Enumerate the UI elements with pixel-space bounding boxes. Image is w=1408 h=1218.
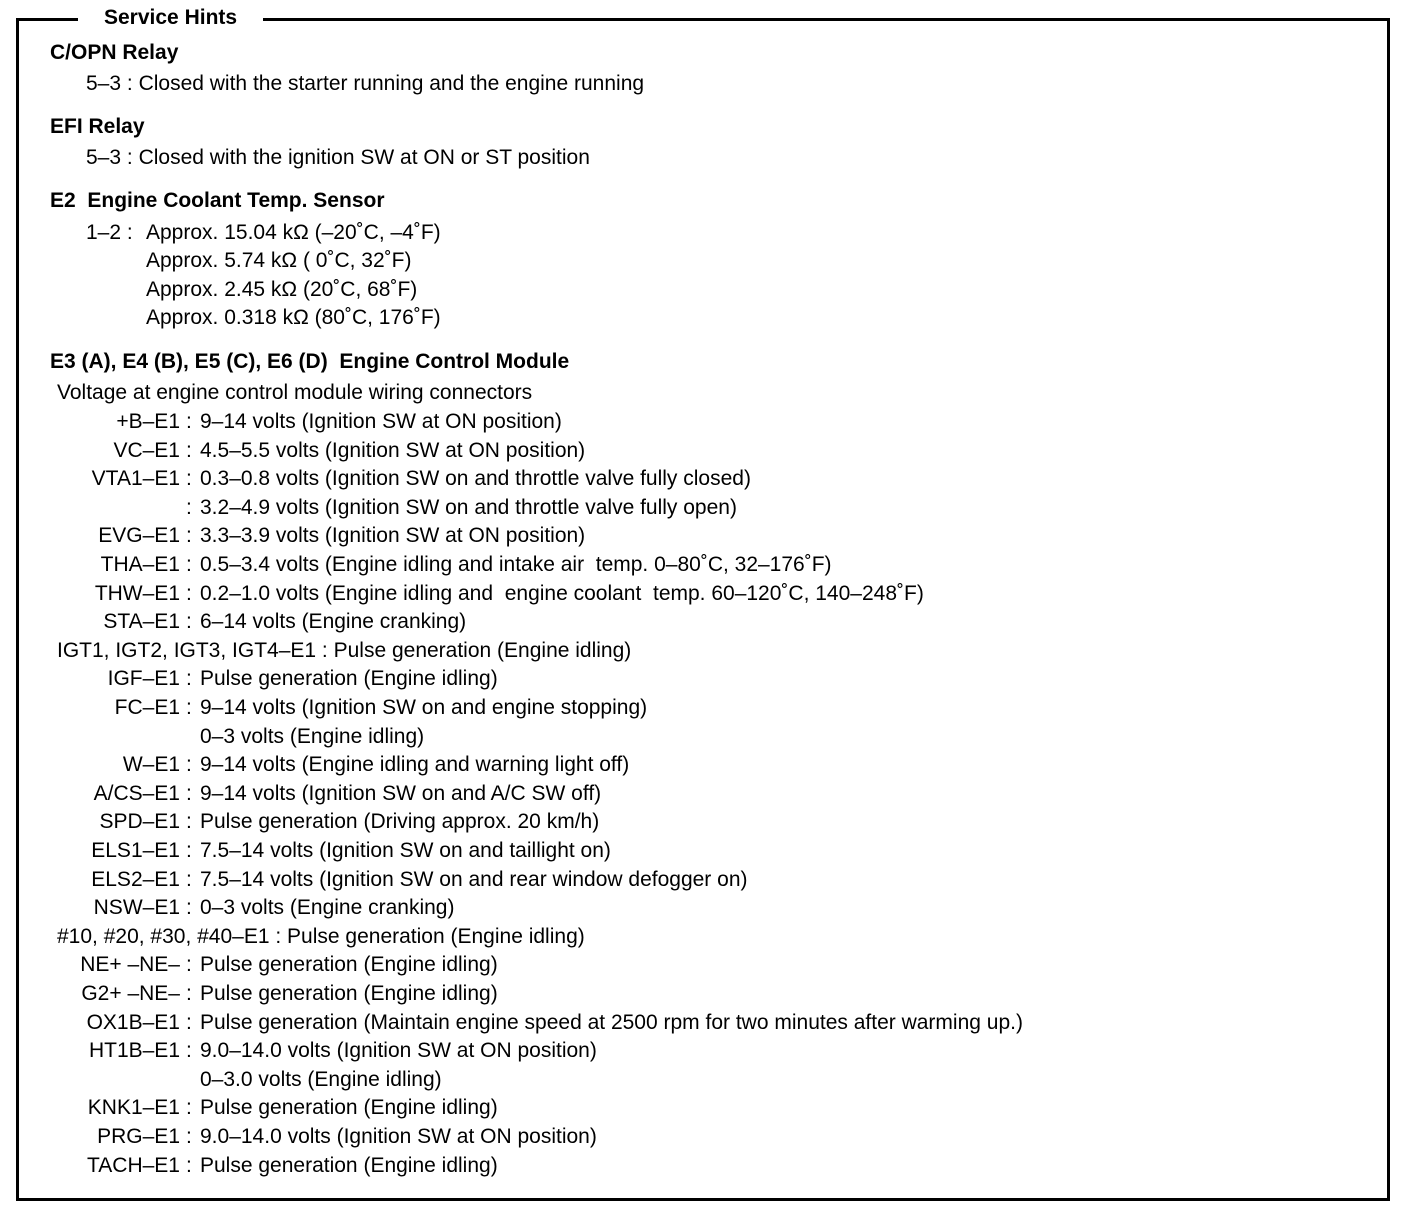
ecm-row-key: THA–E1 bbox=[100, 553, 180, 576]
efi-heading: EFI Relay bbox=[50, 115, 145, 138]
ecm-row-colon: : bbox=[186, 496, 192, 519]
ecm-row-key: STA–E1 bbox=[103, 610, 180, 633]
ecm-row-value: 9.0–14.0 volts (Ignition SW at ON position) bbox=[200, 1125, 597, 1148]
e2-value-4: Approx. 0.318 kΩ (80˚C, 176˚F) bbox=[146, 306, 441, 329]
ecm-row-colon: : bbox=[186, 1039, 192, 1062]
ecm-row-colon: : bbox=[186, 553, 192, 576]
ecm-row-colon: : bbox=[186, 1154, 192, 1177]
ecm-row-key: THW–E1 bbox=[94, 582, 180, 605]
ecm-row-inline: #10, #20, #30, #40–E1 : Pulse generation (Engine idling) bbox=[57, 925, 585, 948]
ecm-row-key: +B–E1 bbox=[116, 410, 180, 433]
ecm-row-key: VC–E1 bbox=[113, 439, 180, 462]
ecm-row-inline: IGT1, IGT2, IGT3, IGT4–E1 : Pulse generation (Engine idling) bbox=[57, 639, 632, 662]
ecm-row-value: Pulse generation (Engine idling) bbox=[200, 1154, 498, 1177]
ecm-row-colon: : bbox=[186, 667, 192, 690]
ecm-row-key: #10, #20, #30, #40–E1 bbox=[57, 925, 270, 948]
ecm-row-colon: : bbox=[186, 696, 192, 719]
ecm-row-value: Pulse generation (Engine idling) bbox=[200, 667, 498, 690]
ecm-row-key: VTA1–E1 bbox=[91, 467, 180, 490]
ecm-row-value: 9–14 volts (Engine idling and warning light off) bbox=[200, 753, 630, 776]
ecm-heading: E3 (A), E4 (B), E5 (C), E6 (D) Engine Control Module bbox=[50, 350, 570, 373]
ecm-row-colon: : bbox=[186, 982, 192, 1005]
ecm-row-key: ELS1–E1 bbox=[91, 839, 180, 862]
ecm-row-colon: : bbox=[186, 868, 192, 891]
ecm-row-value: 9–14 volts (Ignition SW on and engine stopping) bbox=[200, 696, 648, 719]
ecm-row-value: 9–14 volts (Ignition SW at ON position) bbox=[200, 410, 562, 433]
ecm-row-value: 9.0–14.0 volts (Ignition SW at ON position) bbox=[200, 1039, 597, 1062]
ecm-row-key: SPD–E1 bbox=[99, 810, 180, 833]
efi-desc: Closed with the ignition SW at ON or ST position bbox=[138, 146, 590, 169]
ecm-row-colon: : bbox=[186, 839, 192, 862]
efi-line: 5–3 : Closed with the ignition SW at ON or ST position bbox=[86, 146, 590, 169]
ecm-row-key: EVG–E1 bbox=[98, 524, 180, 547]
ecm-row-key: NSW–E1 bbox=[93, 896, 180, 919]
ecm-row-value: 4.5–5.5 volts (Ignition SW at ON position) bbox=[200, 439, 586, 462]
ecm-row-value: Pulse generation (Engine idling) bbox=[200, 1096, 498, 1119]
ecm-row-value: 3.2–4.9 volts (Ignition SW on and throttle valve fully open) bbox=[200, 496, 737, 519]
e2-key-line: 1–2 : bbox=[86, 221, 133, 244]
copn-key: 5–3 bbox=[86, 72, 122, 95]
ecm-row-key: ELS2–E1 bbox=[91, 868, 180, 891]
ecm-row-colon: : bbox=[186, 610, 192, 633]
ecm-row-colon: : bbox=[186, 1096, 192, 1119]
e2-value-3: Approx. 2.45 kΩ (20˚C, 68˚F) bbox=[146, 278, 418, 301]
ecm-intro: Voltage at engine control module wiring connectors bbox=[57, 381, 533, 404]
ecm-row-colon: : bbox=[186, 524, 192, 547]
ecm-row-key: IGT1, IGT2, IGT3, IGT4–E1 bbox=[57, 639, 317, 662]
ecm-row-value: Pulse generation (Maintain engine speed at 2500 rpm for two minutes after warming up.) bbox=[200, 1011, 1023, 1034]
ecm-row-key: IGF–E1 bbox=[107, 667, 180, 690]
ecm-row-value: Pulse generation (Engine idling) bbox=[287, 925, 585, 948]
ecm-row-value: 7.5–14 volts (Ignition SW on and taillight on) bbox=[200, 839, 611, 862]
ecm-row-colon: : bbox=[186, 896, 192, 919]
ecm-row-value: 0–3.0 volts (Engine idling) bbox=[200, 1068, 442, 1091]
efi-key: 5–3 bbox=[86, 146, 122, 169]
copn-heading: C/OPN Relay bbox=[50, 41, 179, 64]
ecm-row-key: KNK1–E1 bbox=[87, 1096, 180, 1119]
ecm-row-value: 6–14 volts (Engine cranking) bbox=[200, 610, 467, 633]
ecm-row-key: OX1B–E1 bbox=[86, 1011, 180, 1034]
e2-value-1: Approx. 15.04 kΩ (–20˚C, –4˚F) bbox=[146, 221, 441, 244]
ecm-row-key: W–E1 bbox=[122, 753, 180, 776]
ecm-row-key: A/CS–E1 bbox=[93, 782, 180, 805]
ecm-row-colon: : bbox=[186, 1011, 192, 1034]
ecm-row-value: 0–3 volts (Engine cranking) bbox=[200, 896, 455, 919]
ecm-row-value: Pulse generation (Engine idling) bbox=[200, 953, 498, 976]
ecm-row-value: Pulse generation (Driving approx. 20 km/h) bbox=[200, 810, 600, 833]
ecm-row-value: 3.3–3.9 volts (Ignition SW at ON position) bbox=[200, 524, 586, 547]
ecm-row-key: G2+ –NE– bbox=[81, 982, 180, 1005]
e2-value-2: Approx. 5.74 kΩ ( 0˚C, 32˚F) bbox=[146, 249, 412, 272]
ecm-row-colon: : bbox=[186, 753, 192, 776]
ecm-row-value: Pulse generation (Engine idling) bbox=[200, 982, 498, 1005]
ecm-row-key: NE+ –NE– bbox=[80, 953, 180, 976]
e2-key: 1–2 bbox=[86, 221, 122, 244]
ecm-row-colon: : bbox=[186, 810, 192, 833]
ecm-row-colon: : bbox=[186, 439, 192, 462]
ecm-row-key: TACH–E1 bbox=[87, 1154, 180, 1177]
ecm-row-key: PRG–E1 bbox=[97, 1125, 180, 1148]
ecm-row-value: 0.3–0.8 volts (Ignition SW on and throttle valve fully closed) bbox=[200, 467, 751, 490]
ecm-row-value: 0–3 volts (Engine idling) bbox=[200, 725, 425, 748]
copn-line: 5–3 : Closed with the starter running and the engine running bbox=[86, 72, 645, 95]
ecm-row-colon: : bbox=[186, 782, 192, 805]
box-title: Service Hints bbox=[78, 4, 263, 32]
ecm-row-colon: : bbox=[186, 410, 192, 433]
ecm-row-value: 0.2–1.0 volts (Engine idling and engine coolant temp. 60–120˚C, 140–248˚F) bbox=[200, 582, 924, 605]
ecm-row-value: 0.5–3.4 volts (Engine idling and intake air temp. 0–80˚C, 32–176˚F) bbox=[200, 553, 832, 576]
ecm-row-colon: : bbox=[186, 467, 192, 490]
ecm-row-key: HT1B–E1 bbox=[88, 1039, 180, 1062]
ecm-row-value: 7.5–14 volts (Ignition SW on and rear window defogger on) bbox=[200, 868, 748, 891]
ecm-row-colon: : bbox=[186, 953, 192, 976]
ecm-row-colon: : bbox=[186, 1125, 192, 1148]
ecm-row-value: Pulse generation (Engine idling) bbox=[333, 639, 632, 662]
ecm-row-value: 9–14 volts (Ignition SW on and A/C SW off) bbox=[200, 782, 602, 805]
copn-desc: Closed with the starter running and the engine running bbox=[138, 72, 645, 95]
ecm-row-key: FC–E1 bbox=[114, 696, 180, 719]
ecm-row-colon: : bbox=[186, 582, 192, 605]
e2-heading: E2 Engine Coolant Temp. Sensor bbox=[50, 189, 385, 212]
